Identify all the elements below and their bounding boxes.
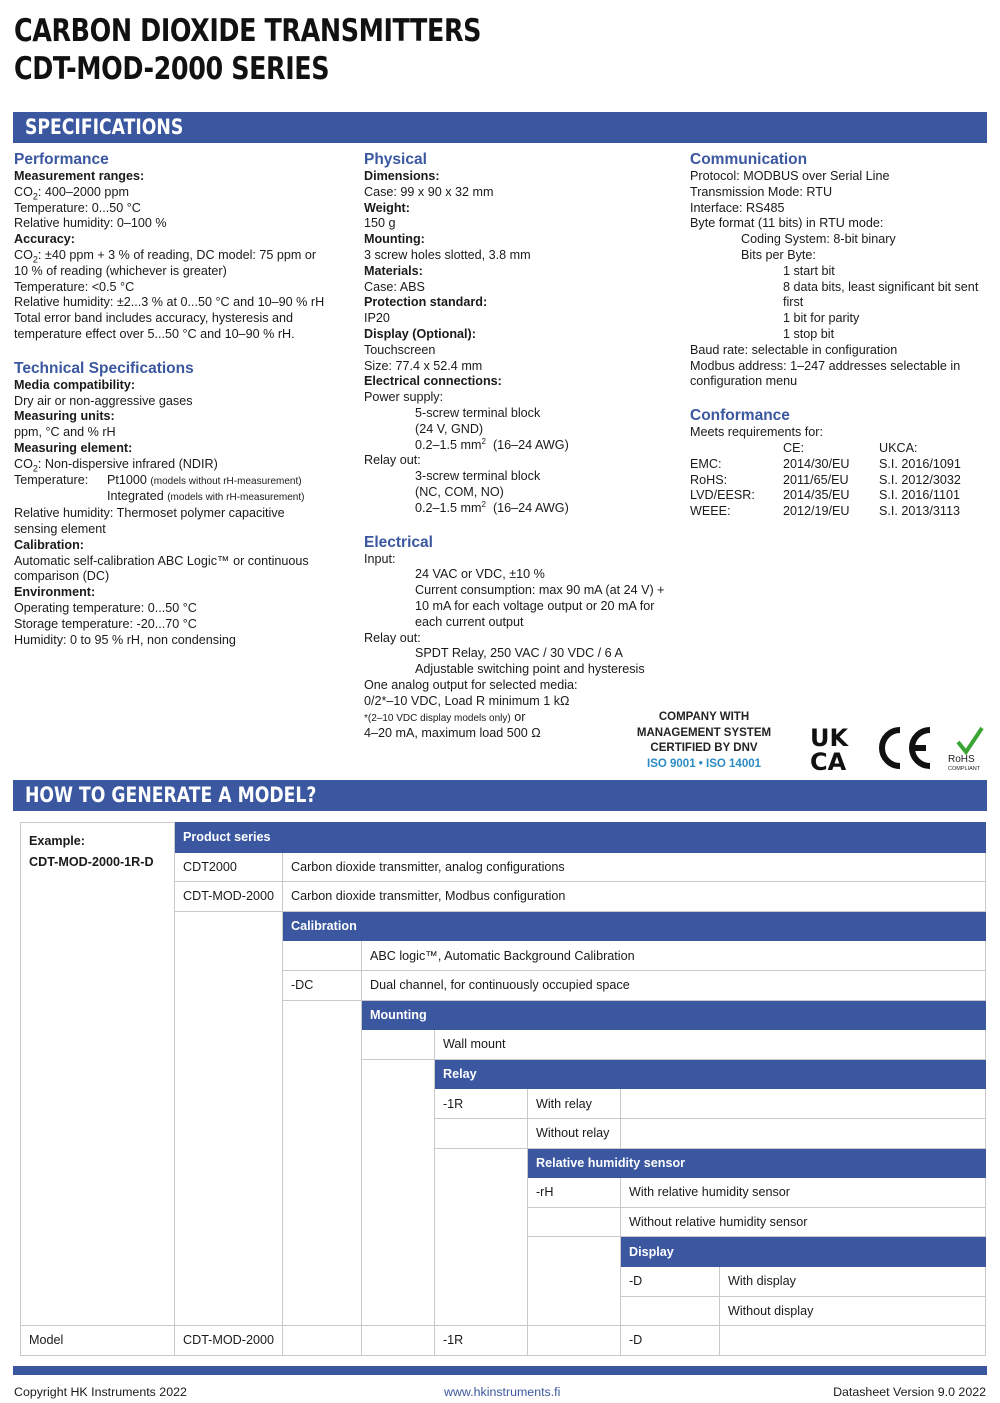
data-bits-2: first bbox=[783, 295, 804, 310]
element-co2: $CO_2$: Non-dispersive infrared (NDIR) bbox=[14, 456, 218, 474]
cal1-code bbox=[282, 941, 361, 971]
product-series-header: Product series bbox=[175, 823, 986, 853]
power-1: 5-screw terminal block bbox=[415, 405, 541, 420]
relay-3: 0.2–1.5 $mm^2$ (16–24 AWG) bbox=[415, 499, 569, 515]
stop-bit: 1 stop bit bbox=[783, 326, 835, 341]
mount1-code bbox=[361, 1030, 434, 1060]
rh1-desc: With relative humidity sensor bbox=[620, 1178, 985, 1208]
svg-text:CA: CA bbox=[810, 748, 847, 774]
title-line-2: CDT-MOD-2000 SERIES bbox=[14, 51, 330, 87]
model-cal bbox=[282, 1326, 361, 1356]
relay1-desc: With relay bbox=[527, 1089, 620, 1119]
rh1-code: -rH bbox=[527, 1178, 620, 1208]
display-label: Display (Optional): bbox=[364, 326, 476, 341]
relay2-code bbox=[434, 1118, 527, 1148]
interface: Interface: RS485 bbox=[690, 200, 785, 215]
meas-ranges-label: Measurement ranges: bbox=[14, 169, 145, 183]
ukca-mark-icon bbox=[810, 724, 849, 774]
power-supply-label: Power supply: bbox=[364, 390, 444, 405]
document-title bbox=[14, 12, 481, 88]
ce-mark-icon bbox=[882, 730, 930, 766]
rh-element-1: Relative humidity: Thermoset polymer capacitive bbox=[14, 506, 285, 521]
bits-per-byte: Bits per Byte: bbox=[741, 247, 816, 262]
element-temp: Temperature: Pt1000 (models without rH-measurement) bbox=[14, 472, 302, 487]
rh-range: Relative humidity: 0–100 % bbox=[14, 216, 167, 231]
temp-range: Temperature: 0...50 °C bbox=[14, 200, 141, 215]
data-bits: 8 data bits, least significant bit sent bbox=[783, 279, 979, 294]
electrical-heading: Electrical bbox=[364, 533, 433, 551]
calibration-2: comparison (DC) bbox=[14, 569, 110, 584]
svg-text:COMPLIANT: COMPLIANT bbox=[948, 766, 981, 772]
conformance-row: LVD/EESR: 2014/35/EU S.I. 2016/1101 bbox=[690, 488, 960, 503]
relay-1: 3-screw terminal block bbox=[415, 469, 541, 484]
ps1-desc: Carbon dioxide transmitter, analog configurations bbox=[282, 852, 985, 882]
input-label: Input: bbox=[364, 551, 396, 566]
model-label: Model bbox=[21, 1326, 175, 1356]
analog-2: *(2–10 VDC display models only) or bbox=[364, 709, 526, 724]
mounting-header: Mounting bbox=[361, 1000, 985, 1030]
units-label: Measuring units: bbox=[14, 409, 115, 424]
svg-text:UK: UK bbox=[810, 724, 849, 752]
elec-relay-2: Adjustable switching point and hysteresis bbox=[415, 662, 645, 677]
elec-relay-1: SPDT Relay, 250 VAC / 30 VDC / 6 A bbox=[415, 646, 623, 661]
disp2-code bbox=[620, 1296, 719, 1326]
ps2-code: CDT-MOD-2000 bbox=[175, 882, 283, 912]
example-cell: Example: CDT-MOD-2000-1R-D bbox=[21, 823, 175, 1326]
ce-header: CE: bbox=[783, 440, 804, 455]
baud-rate: Baud rate: selectable in configuration bbox=[690, 342, 898, 357]
ukca-header: UKCA: bbox=[879, 440, 918, 455]
modbus-address-1: Modbus address: 1–247 addresses selectable in bbox=[690, 358, 961, 373]
display-value-1: Touchscreen bbox=[364, 342, 436, 357]
mount1-desc: Wall mount bbox=[434, 1030, 985, 1060]
specifications-heading: SPECIFICATIONS bbox=[25, 115, 184, 139]
column-right bbox=[690, 150, 990, 520]
elec-relay-label: Relay out: bbox=[364, 630, 421, 645]
model-ps: CDT-MOD-2000 bbox=[175, 1326, 283, 1356]
column-middle bbox=[364, 150, 674, 742]
footer-copyright: Copyright HK Instruments 2022 bbox=[14, 1385, 187, 1399]
conformance-heading: Conformance bbox=[690, 407, 790, 425]
footer-version: Datasheet Version 9.0 2022 bbox=[833, 1385, 986, 1399]
relay-2: (NC, COM, NO) bbox=[415, 484, 504, 499]
co2-accuracy-2: 10 % of reading (whichever is greater) bbox=[14, 263, 227, 278]
start-bit: 1 start bit bbox=[783, 263, 835, 278]
element-label: Measuring element: bbox=[14, 440, 133, 455]
temp-accuracy: Temperature: <0.5 °C bbox=[14, 279, 135, 294]
rh2-code bbox=[527, 1207, 620, 1237]
accuracy-label: Accuracy: bbox=[14, 232, 75, 247]
humidity: Humidity: 0 to 95 % rH, non condensing bbox=[14, 632, 236, 647]
ps1-code: CDT2000 bbox=[175, 852, 283, 882]
weight-label: Weight: bbox=[364, 200, 410, 215]
performance-heading: Performance bbox=[14, 151, 109, 168]
cal1-desc: ABC logic™, Automatic Background Calibration bbox=[361, 941, 985, 971]
co2-range: $CO_2$: 400–2000 ppm bbox=[14, 184, 129, 202]
calibration-label: Calibration: bbox=[14, 537, 84, 552]
input-3: 10 mA for each voltage output or 20 mA for bbox=[415, 598, 655, 613]
power-3: 0.2–1.5 $mm^2$ (16–24 AWG) bbox=[415, 436, 569, 452]
footer-band bbox=[13, 1366, 987, 1375]
disp1-code: -D bbox=[620, 1266, 719, 1296]
mounting-label: Mounting: bbox=[364, 232, 425, 247]
power-2: (24 V, GND) bbox=[415, 421, 484, 436]
total-error-2: temperature effect over 5...50 °C and 10–90 % rH. bbox=[14, 326, 295, 341]
model-mount bbox=[361, 1326, 434, 1356]
environment-label: Environment: bbox=[14, 585, 96, 600]
disp2-desc: Without display bbox=[719, 1296, 985, 1326]
rohs-compliant-icon bbox=[948, 728, 982, 772]
modbus-address-2: configuration menu bbox=[690, 374, 798, 389]
analog-3: 4–20 mA, maximum load 500 Ω bbox=[364, 726, 541, 741]
dnv-certification: COMPANY WITH MANAGEMENT SYSTEM CERTIFIED BY DNV ISO 9001 • ISO 14001 bbox=[636, 711, 772, 770]
relay-out-label: Relay out: bbox=[364, 453, 421, 468]
how-to-band bbox=[13, 780, 987, 811]
relay2-desc: Without relay bbox=[527, 1118, 620, 1148]
model-disp: -D bbox=[620, 1326, 719, 1356]
technical-heading: Technical Specifications bbox=[14, 359, 194, 377]
cal2-desc: Dual channel, for continuously occupied space bbox=[361, 970, 985, 1000]
model-relay: -1R bbox=[434, 1326, 527, 1356]
units-value: ppm, °C and % rH bbox=[14, 425, 116, 440]
operating-temp: Operating temperature: 0...50 °C bbox=[14, 600, 197, 615]
footer-url[interactable]: www.hkinstruments.fi bbox=[444, 1385, 561, 1399]
conformance-table bbox=[690, 441, 961, 520]
conformance-row: RoHS: 2011/65/EU S.I. 2012/3032 bbox=[690, 472, 961, 487]
protection-value: IP20 bbox=[364, 311, 390, 326]
model-generation-table bbox=[20, 822, 986, 1356]
conformance-row: EMC: 2014/30/EU S.I. 2016/1091 bbox=[690, 456, 961, 471]
svg-text:RoHS: RoHS bbox=[948, 754, 975, 765]
relay-header: Relay bbox=[434, 1059, 985, 1089]
dimensions-label: Dimensions: bbox=[364, 169, 440, 183]
transmission-mode: Transmission Mode: RTU bbox=[690, 184, 833, 199]
column-left bbox=[14, 150, 354, 648]
input-2: Current consumption: max 90 mA (at 24 V) + bbox=[415, 583, 665, 598]
protection-label: Protection standard: bbox=[364, 295, 488, 310]
relay1-code: -1R bbox=[434, 1089, 527, 1119]
rh2-desc: Without relative humidity sensor bbox=[620, 1207, 985, 1237]
elec-conn-label: Electrical connections: bbox=[364, 374, 502, 389]
display-value-2: Size: 77.4 x 52.4 mm bbox=[364, 358, 483, 373]
input-4: each current output bbox=[415, 614, 524, 629]
cal2-code: -DC bbox=[282, 970, 361, 1000]
weight-value: 150 g bbox=[364, 216, 396, 231]
meets-requirements: Meets requirements for: bbox=[690, 425, 823, 440]
analog-label: One analog output for selected media: bbox=[364, 677, 578, 692]
byte-format: Byte format (11 bits) in RTU mode: bbox=[690, 216, 884, 231]
specifications-band bbox=[13, 112, 987, 143]
materials-value: Case: ABS bbox=[364, 279, 425, 294]
conformance-row: WEEE: 2012/19/EU S.I. 2013/3113 bbox=[690, 504, 960, 519]
dimensions-value: Case: 99 x 90 x 32 mm bbox=[364, 184, 494, 199]
how-to-heading: HOW TO GENERATE A MODEL? bbox=[25, 783, 317, 807]
calibration-1: Automatic self-calibration ABC Logic™ or continuous bbox=[14, 553, 309, 568]
mounting-value: 3 screw holes slotted, 3.8 mm bbox=[364, 247, 531, 262]
model-result-row bbox=[21, 1326, 986, 1356]
storage-temp: Storage temperature: -20...70 °C bbox=[14, 616, 197, 631]
model-rh bbox=[527, 1326, 620, 1356]
element-temp-2: Integrated (models with rH-measurement) bbox=[107, 489, 305, 504]
protocol: Protocol: MODBUS over Serial Line bbox=[690, 169, 890, 183]
title-line-1: CARBON DIOXIDE TRANSMITTERS bbox=[14, 13, 482, 49]
media-value: Dry air or non-aggressive gases bbox=[14, 393, 193, 408]
co2-accuracy: $CO_2$: ±40 ppm + 3 % of reading, DC model: 75 ppm or bbox=[14, 247, 317, 265]
materials-label: Materials: bbox=[364, 263, 423, 278]
calibration-header: Calibration bbox=[282, 911, 985, 941]
physical-heading: Physical bbox=[364, 151, 427, 168]
media-label: Media compatibility: bbox=[14, 377, 136, 392]
rh-accuracy: Relative humidity: ±2...3 % at 0...50 °C and 10–90 % rH bbox=[14, 295, 325, 310]
input-1: 24 VAC or VDC, ±10 % bbox=[415, 567, 545, 582]
ps2-desc: Carbon dioxide transmitter, Modbus configuration bbox=[282, 882, 985, 912]
analog-1: 0/2*–10 VDC, Load R minimum 1 kΩ bbox=[364, 693, 570, 708]
coding-system: Coding System: 8-bit binary bbox=[741, 232, 896, 247]
rh-header: Relative humidity sensor bbox=[527, 1148, 985, 1178]
rh-element-2: sensing element bbox=[14, 521, 106, 536]
parity-bit: 1 bit for parity bbox=[783, 311, 860, 326]
display-header: Display bbox=[620, 1237, 985, 1267]
disp1-desc: With display bbox=[719, 1266, 985, 1296]
total-error-1: Total error band includes accuracy, hysteresis and bbox=[14, 311, 294, 326]
communication-heading: Communication bbox=[690, 151, 808, 168]
certification-marks bbox=[808, 722, 988, 774]
